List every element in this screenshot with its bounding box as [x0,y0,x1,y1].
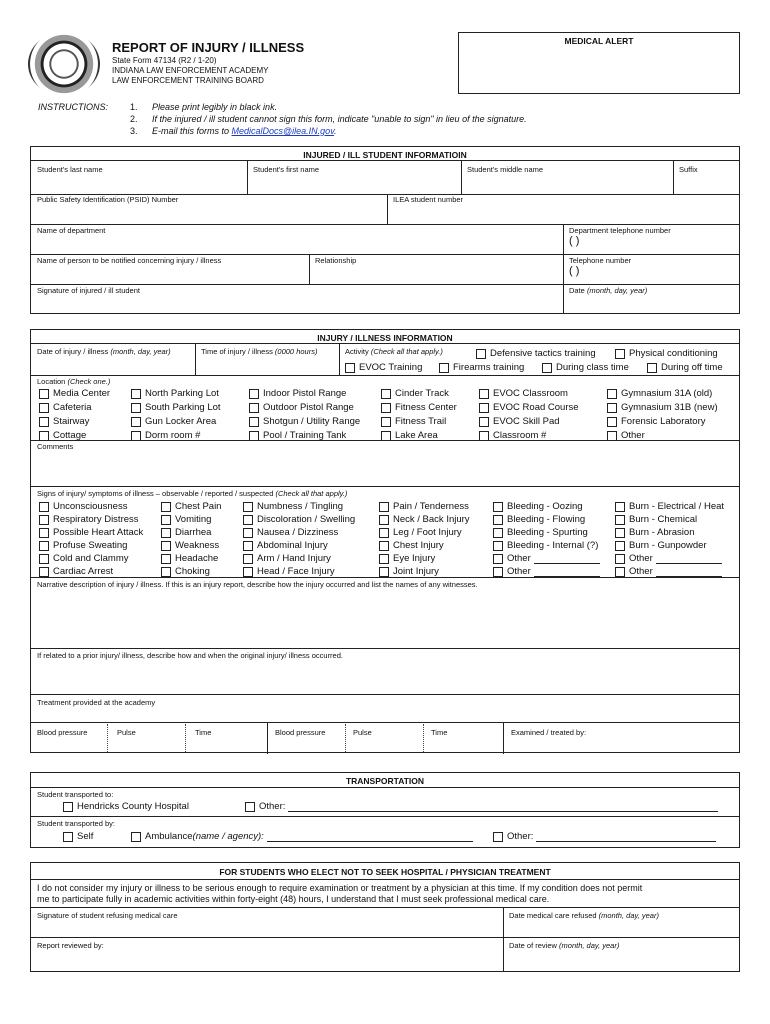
checkbox[interactable] [39,528,49,538]
checkbox[interactable] [131,403,141,413]
symptom-option[interactable]: Weakness [161,540,219,551]
checkbox[interactable] [131,431,141,441]
location-option[interactable]: Gun Locker Area [131,416,216,427]
location-option[interactable]: Forensic Laboratory [607,416,705,427]
location-option[interactable]: Cafeteria [39,402,92,413]
signature-label: Signature of injured / ill student [37,286,140,295]
medical-alert-box[interactable] [458,32,740,94]
checkbox[interactable] [379,554,389,564]
checkbox[interactable] [39,431,49,441]
board-name: LAW ENFORCEMENT TRAINING BOARD [112,76,264,85]
bp-label-2: Blood pressure [275,728,326,737]
checkbox[interactable] [607,403,617,413]
symptom-option[interactable]: Burn - Chemical [615,514,697,525]
symptom-option[interactable]: Neck / Back Injury [379,514,470,525]
checkbox[interactable] [479,389,489,399]
student-info-title: INJURED / ILL STUDENT INFORMATIOIN [303,150,467,160]
other-blank[interactable] [534,554,600,564]
checkbox[interactable] [39,502,49,512]
location-option[interactable]: Pool / Training Tank [249,430,346,441]
checkbox[interactable] [615,541,625,551]
checkbox[interactable] [381,431,391,441]
symptom-option[interactable]: Diarrhea [161,527,211,538]
symptom-option[interactable]: Other [615,566,722,577]
instruction-2-num: 2. [130,114,138,124]
checkbox[interactable] [493,832,503,842]
transport-section [30,772,740,848]
symptom-option[interactable]: Unconsciousness [39,501,127,512]
location-option[interactable]: Gymnasium 31A (old) [607,388,712,399]
other-destination-blank[interactable] [288,802,718,812]
checkbox[interactable] [161,541,171,551]
symptom-option[interactable]: Bleeding - Oozing [493,501,583,512]
phone-paren: ( ) [569,265,580,277]
prior-injury-label: If related to a prior injury/ illness, describe how and when the original injury/ illness occurred. [37,651,343,660]
instruction-1: Please print legibly in black ink. [152,102,278,112]
signs-label: Signs of injury/ symptoms of illness – observable / reported / suspected (Check all that apply.) [37,489,348,498]
checkbox[interactable] [493,502,503,512]
checkbox[interactable] [39,403,49,413]
review-date-label: Date of review (month, day, year) [509,941,620,950]
option-self[interactable]: Self [63,831,93,842]
location-option[interactable]: Stairway [39,416,89,427]
symptom-option[interactable]: Head / Face Injury [243,566,335,577]
refusal-date-label: Date medical care refused (month, day, year) [509,911,659,920]
checkbox[interactable] [161,515,171,525]
checkbox[interactable] [615,349,625,359]
symptom-option[interactable]: Headache [161,553,218,564]
time-label-2: Time [431,728,448,737]
location-option[interactable]: Cinder Track [381,388,449,399]
symptom-option[interactable]: Burn - Abrasion [615,527,694,538]
email-link[interactable]: MedicalDocs@ilea.IN.gov [231,126,335,136]
refusal-title: FOR STUDENTS WHO ELECT NOT TO SEEK HOSPITAL / PHYSICIAN TREATMENT [219,867,551,877]
symptom-option[interactable]: Bleeding - Flowing [493,514,585,525]
refusal-signature-label: Signature of student refusing medical care [37,911,178,920]
other-blank[interactable] [656,554,722,564]
checkbox[interactable] [249,389,259,399]
symptom-option[interactable]: Pain / Tenderness [379,501,469,512]
activity-defensive-tactics[interactable]: Defensive tactics training [476,348,596,359]
symptom-option[interactable]: Bleeding - Internal (?) [493,540,598,551]
location-option[interactable]: EVOC Classroom [479,388,568,399]
relationship-label: Relationship [315,256,357,265]
injury-info-title: INJURY / ILLNESS INFORMATION [317,333,453,343]
phone-label: Telephone number [569,256,632,265]
symptom-option[interactable]: Arm / Hand Injury [243,553,331,564]
checkbox[interactable] [161,567,171,577]
suffix-label: Suffix [679,165,698,174]
checkbox[interactable] [243,528,253,538]
checkbox[interactable] [493,554,503,564]
checkbox[interactable] [479,403,489,413]
symptom-option[interactable]: Cold and Clammy [39,553,129,564]
checkbox[interactable] [381,417,391,427]
checkbox[interactable] [131,389,141,399]
checkbox[interactable] [63,832,73,842]
checkbox[interactable] [39,554,49,564]
checkbox[interactable] [379,515,389,525]
instruction-1-num: 1. [130,102,138,112]
state-seal [28,32,100,96]
department-label: Name of department [37,226,106,235]
location-option[interactable]: Media Center [39,388,110,399]
classroom-blank[interactable] [549,431,575,441]
other-location-blank[interactable] [648,431,722,441]
checkbox[interactable] [479,417,489,427]
location-option[interactable]: EVOC Road Course [479,402,579,413]
location-option[interactable]: Dorm room # [131,430,231,441]
symptom-option[interactable]: Eye Injury [379,553,435,564]
symptom-option[interactable]: Numbness / Tingling [243,501,343,512]
symptom-option[interactable]: Cardiac Arrest [39,566,113,577]
checkbox[interactable] [249,417,259,427]
location-option[interactable]: Fitness Trail [381,416,446,427]
location-option[interactable]: Other [607,430,722,441]
checkbox[interactable] [131,832,141,842]
form-title: REPORT OF INJURY / ILLNESS [112,40,305,55]
checkbox[interactable] [542,363,552,373]
other-blank[interactable] [534,567,600,577]
symptom-option[interactable]: Choking [161,566,210,577]
middle-name-label: Student's middle name [467,165,544,174]
student-info-section [30,146,740,314]
activity-label: Activity (Check all that apply.) [345,347,443,356]
symptom-option[interactable]: Burn - Electrical / Heat [615,501,724,512]
symptom-option[interactable]: Chest Pain [161,501,221,512]
checkbox[interactable] [615,567,625,577]
narrative-label: Narrative description of injury / illness. If this is an injury report, describe how the injury occurred and list the names of any witnesses. [37,580,478,589]
checkbox[interactable] [479,431,489,441]
comments-label: Comments [37,442,74,451]
checkbox[interactable] [131,417,141,427]
pulse-label-2: Pulse [353,728,372,737]
checkbox[interactable] [493,528,503,538]
checkbox[interactable] [379,541,389,551]
checkbox[interactable] [39,541,49,551]
instruction-2: If the injured / ill student cannot sign this form, indicate "unable to sign" in lieu of the signature. [152,114,527,124]
dept-phone-paren: ( ) [569,235,580,247]
transported-to-label: Student transported to: [37,790,114,799]
transport-title: TRANSPORTATION [345,776,425,786]
location-option[interactable]: Classroom # [479,430,575,441]
dorm-room-blank[interactable] [203,431,231,441]
refusal-section [30,862,740,972]
other-blank[interactable] [656,567,722,577]
checkbox[interactable] [607,431,617,441]
checkbox[interactable] [39,417,49,427]
checkbox[interactable] [607,389,617,399]
checkbox[interactable] [249,403,259,413]
notify-label: Name of person to be notified concerning injury / illness [37,256,222,265]
location-option[interactable]: Indoor Pistol Range [249,388,346,399]
checkbox[interactable] [243,502,253,512]
symptom-option[interactable]: Profuse Sweating [39,540,127,551]
symptom-option[interactable]: Other [615,553,722,564]
location-option[interactable]: EVOC Skill Pad [479,416,560,427]
checkbox[interactable] [647,363,657,373]
checkbox[interactable] [476,349,486,359]
location-option[interactable]: North Parking Lot [131,388,219,399]
checkbox[interactable] [161,502,171,512]
injury-time-label: Time of injury / illness (0000 hours) [201,347,318,356]
activity-firearms-training[interactable]: Firearms training [439,362,524,373]
checkbox[interactable] [345,363,355,373]
checkbox[interactable] [63,802,73,812]
checkbox[interactable] [39,567,49,577]
first-name-label: Student's first name [253,165,320,174]
location-option[interactable]: Cottage [39,430,86,441]
activity-class-time[interactable]: During class time [542,362,629,373]
symptom-option[interactable]: Bleeding - Spurting [493,527,588,538]
symptom-option[interactable]: Other [493,553,600,564]
checkbox[interactable] [243,554,253,564]
checkbox[interactable] [245,802,255,812]
transported-by-label: Student transported by: [37,819,115,828]
checkbox[interactable] [243,515,253,525]
checkbox[interactable] [493,541,503,551]
checkbox[interactable] [243,567,253,577]
symptom-option[interactable]: Joint Injury [379,566,439,577]
checkbox[interactable] [615,502,625,512]
checkbox[interactable] [381,389,391,399]
checkbox[interactable] [161,554,171,564]
checkbox[interactable] [615,515,625,525]
symptom-option[interactable]: Abdominal Injury [243,540,328,551]
date-label: Date (month, day, year) [569,286,648,295]
checkbox[interactable] [615,554,625,564]
symptom-option[interactable]: Other [493,566,600,577]
checkbox[interactable] [439,363,449,373]
treatment-label: Treatment provided at the academy [37,698,156,707]
refusal-text-1: I do not consider my injury or illness to be serious enough to require examination or treatment by a physician at this time. If my condition does not permit [37,883,643,893]
location-option[interactable]: Shotgun / Utility Range [249,416,360,427]
location-label: Location (Check one.) [37,377,111,386]
location-option[interactable]: Lake Area [381,430,438,441]
activity-evoc-training[interactable]: EVOC Training [345,362,422,373]
symptom-option[interactable]: Leg / Foot Injury [379,527,462,538]
bp-label-1: Blood pressure [37,728,88,737]
option-other-transport[interactable]: Other: [493,831,716,842]
injury-info-section [30,329,740,753]
refusal-text-2: me to participate fully in academic activities within forty-eight (48) hours, I understand that I must seek professional medical care. [37,894,550,904]
location-option[interactable]: Fitness Center [381,402,457,413]
option-other-destination[interactable]: Other: [245,801,718,812]
instruction-3-num: 3. [130,126,138,136]
symptom-option[interactable]: Nausea / Dizziness [243,527,338,538]
location-option[interactable]: Gymnasium 31B (new) [607,402,718,413]
form-number: State Form 47134 (R2 / 1-20) [112,56,217,65]
option-ambulance[interactable]: Ambulance (name / agency): [131,831,473,842]
checkbox[interactable] [39,389,49,399]
symptom-option[interactable]: Possible Heart Attack [39,527,143,538]
instruction-3: E-mail this forms to MedicalDocs@ilea.IN.gov. [152,126,337,136]
ilea-number-label: ILEA student number [393,195,464,204]
checkbox[interactable] [39,515,49,525]
symptom-option[interactable]: Discoloration / Swelling [243,514,355,525]
activity-physical-conditioning[interactable]: Physical conditioning [615,348,718,359]
location-option[interactable]: Outdoor Pistol Range [249,402,354,413]
checkbox[interactable] [379,528,389,538]
pulse-label-1: Pulse [117,728,136,737]
examined-label: Examined / treated by: [511,728,587,737]
checkbox[interactable] [607,417,617,427]
activity-off-time[interactable]: During off time [647,362,723,373]
option-hendricks-hospital[interactable]: Hendricks County Hospital [63,801,189,812]
injury-date-label: Date of injury / illness (month, day, year) [37,347,171,356]
checkbox[interactable] [493,567,503,577]
checkbox[interactable] [249,431,259,441]
symptom-option[interactable]: Respiratory Distress [39,514,139,525]
time-label-1: Time [195,728,212,737]
psid-label: Public Safety Identification (PSID) Number [37,195,179,204]
checkbox[interactable] [161,528,171,538]
symptom-option[interactable]: Vomiting [161,514,211,525]
checkbox[interactable] [379,567,389,577]
dept-phone-label: Department telephone number [569,226,671,235]
agency-blank[interactable] [267,832,473,842]
symptom-option[interactable]: Burn - Gunpowder [615,540,707,551]
last-name-label: Student's last name [37,165,103,174]
reviewed-by-label: Report reviewed by: [37,941,104,950]
location-option[interactable]: South Parking Lot [131,402,221,413]
instructions-label: INSTRUCTIONS: [38,102,109,112]
checkbox[interactable] [379,502,389,512]
checkbox[interactable] [381,403,391,413]
symptom-option[interactable]: Chest Injury [379,540,444,551]
checkbox[interactable] [493,515,503,525]
academy-name: INDIANA LAW ENFORCEMENT ACADEMY [112,66,269,75]
checkbox[interactable] [615,528,625,538]
checkbox[interactable] [243,541,253,551]
medical-alert-label: MEDICAL ALERT [564,36,634,46]
other-transport-blank[interactable] [536,832,716,842]
